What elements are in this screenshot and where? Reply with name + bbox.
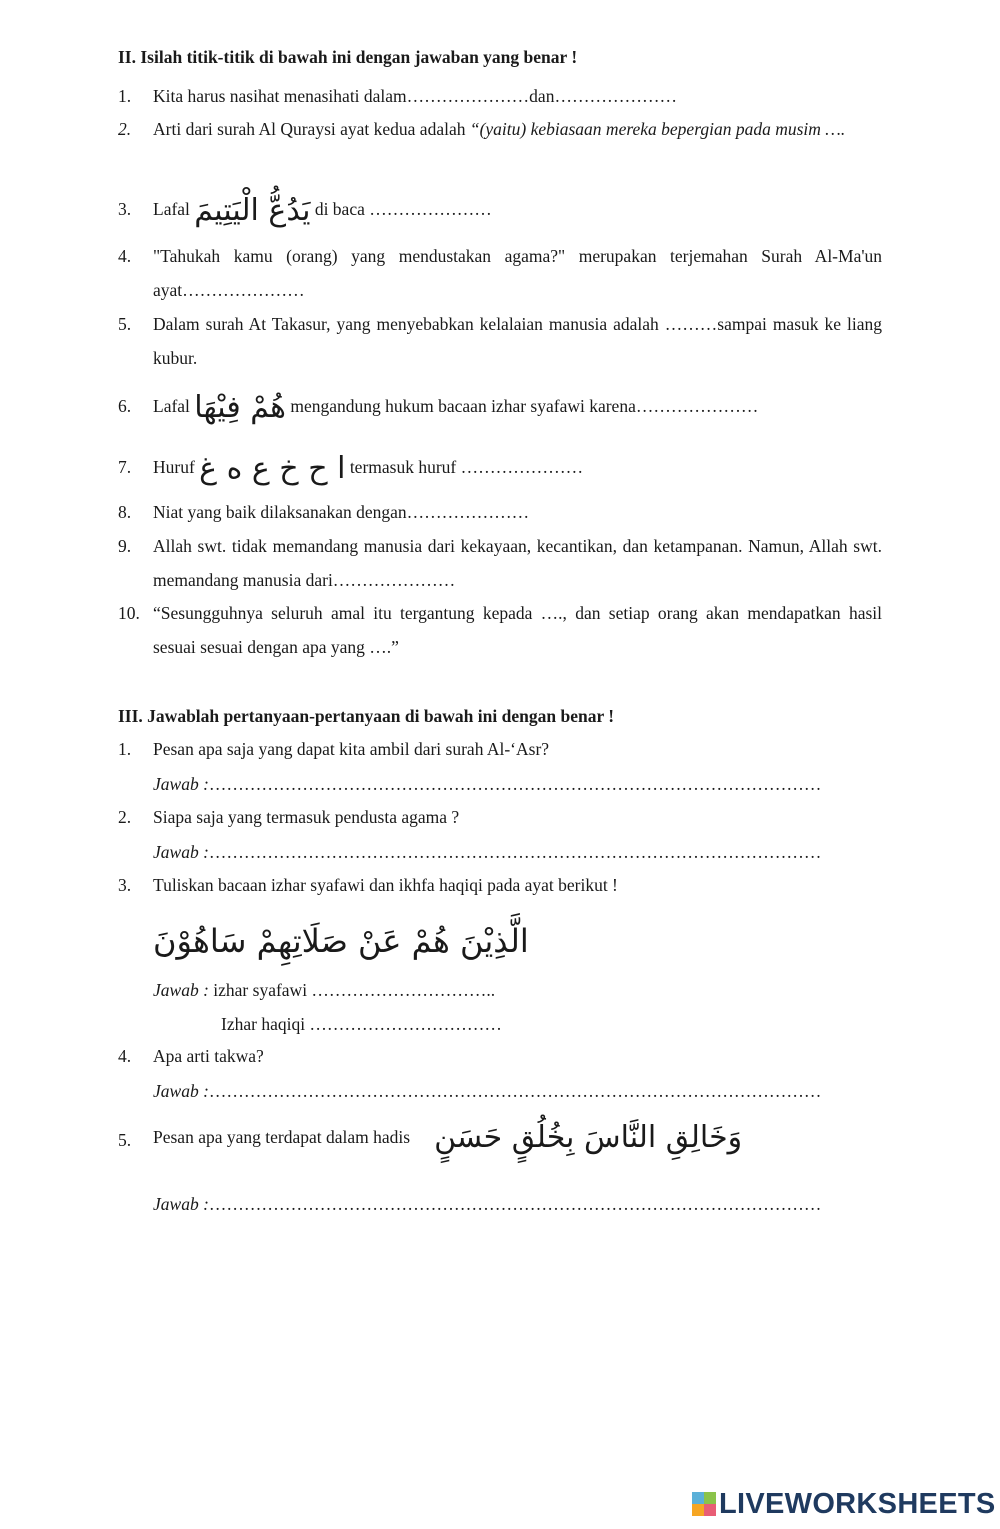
answer-label: Jawab : — [153, 774, 209, 794]
arabic-verse: الَّذِيْنَ هُمْ عَنْ صَلَاتِهِمْ سَاهُوْنَ — [153, 922, 529, 960]
question-text: Apa arti takwa? — [153, 1046, 264, 1066]
question-post: di baca ………………… — [310, 199, 492, 219]
question-3-3 — [118, 869, 882, 903]
answer-dots: …………………………………………………………………………………………… — [208, 774, 822, 794]
question-number: 8. — [118, 502, 132, 522]
question-number: 1. — [118, 86, 132, 106]
answer-line-1[interactable] — [153, 769, 882, 799]
question-text: Siapa saja yang termasuk pendusta agama ? — [153, 807, 460, 827]
question-number: 2. — [118, 119, 132, 139]
question-text: Tuliskan bacaan izhar syafawi dan ikhfa haqiqi pada ayat berikut ! — [153, 875, 618, 895]
question-text — [153, 451, 882, 486]
section-2-heading: II. Isilah titik-titik di bawah ini dengan jawaban yang benar ! — [118, 47, 578, 67]
question-post: termasuk huruf ………………… — [345, 457, 584, 477]
liveworksheets-logo — [692, 1487, 996, 1521]
answer-line-5[interactable] — [153, 1189, 882, 1219]
question-2-2 — [118, 113, 882, 147]
answer-izhar-haqiqi: Izhar haqiqi …………………………… — [221, 1014, 502, 1034]
answer-dots: …………………………………………………………………………………………… — [208, 1194, 822, 1214]
question-number: 4. — [118, 246, 132, 266]
logo-text: LIVEWORKSHEETS — [719, 1487, 996, 1520]
question-text: Kita harus nasihat menasihati dalam…………………dan………………… — [153, 86, 677, 106]
answer-label: Jawab : — [153, 980, 209, 1000]
answer-line-2[interactable] — [153, 837, 882, 867]
question-number: 3. — [118, 875, 132, 895]
question-3-4 — [118, 1040, 882, 1074]
question-text: Pesan apa saja yang dapat kita ambil dari surah Al-‘Asr? — [153, 739, 550, 759]
question-2-4 — [118, 240, 882, 307]
answer-dots: …………………………………………………………………………………………… — [208, 842, 822, 862]
question-text-quote: “(yaitu) kebiasaan mereka bepergian pada musim …. — [469, 119, 846, 139]
answer-dots: …………………………………………………………………………………………… — [208, 1081, 822, 1101]
question-text — [153, 113, 882, 147]
question-text — [153, 1120, 882, 1155]
question-text: Dalam surah At Takasur, yang menyebabkan kelalaian manusia adalah ………sampai masuk ke liang kubur. — [153, 314, 882, 368]
question-post: mengandung hukum bacaan izhar syafawi karena………………… — [285, 396, 759, 416]
question-2-10 — [118, 597, 882, 664]
question-number: 10. — [118, 603, 140, 623]
question-text: Allah swt. tidak memandang manusia dari kekayaan, kecantikan, dan ketampanan. Namun, Allah swt. memandang manusia dari………………… — [153, 536, 882, 590]
question-text: “Sesungguhnya seluruh amal itu tergantung kepada …., dan setiap orang akan mendapatkan hasil sesuai sesuai dengan apa yang ….” — [153, 603, 882, 657]
answer-label: Jawab : — [153, 1194, 209, 1214]
question-pre: Lafal — [153, 396, 195, 416]
question-3-2 — [118, 801, 882, 835]
question-number: 4. — [118, 1046, 132, 1066]
question-text — [153, 193, 882, 228]
answer-line-3a[interactable] — [153, 975, 882, 1005]
question-text-main: Arti dari surah Al Quraysi ayat kedua adalah — [153, 119, 470, 139]
arabic-phrase: هُمْ فِيْهَا — [194, 389, 286, 425]
question-2-1 — [118, 80, 882, 114]
question-number: 9. — [118, 536, 132, 556]
section-3-heading: III. Jawablah pertanyaan-pertanyaan di bawah ini dengan benar ! — [118, 706, 615, 726]
answer-label: Jawab : — [153, 1081, 209, 1101]
question-2-5 — [118, 308, 882, 375]
arabic-hadith: وَخَالِقِ النَّاسَ بِخُلُقٍ حَسَنٍ — [434, 1120, 743, 1156]
question-text: Niat yang baik dilaksanakan dengan………………… — [153, 502, 530, 522]
answer-izhar-syafawi: izhar syafawi ………………………….. — [208, 980, 496, 1000]
question-number: 3. — [118, 199, 132, 219]
question-text-main: Pesan apa yang terdapat dalam hadis — [153, 1127, 411, 1148]
question-3-5 — [118, 1120, 882, 1155]
question-text — [153, 390, 882, 425]
question-pre: Lafal — [153, 199, 195, 219]
question-number: 6. — [118, 396, 132, 416]
question-text: "Tahukah kamu (orang) yang mendustakan agama?" merupakan terjemahan Surah Al-Ma'un ayat………………… — [153, 246, 882, 300]
answer-line-3b[interactable] — [221, 1009, 621, 1039]
answer-line-4[interactable] — [153, 1076, 882, 1106]
logo-mark-icon — [692, 1492, 716, 1516]
question-2-9 — [118, 530, 882, 597]
arabic-letters: ا ح خ ع ه غ — [199, 450, 346, 486]
question-number: 5. — [118, 314, 132, 334]
question-2-7 — [118, 451, 882, 486]
question-number: 7. — [118, 457, 132, 477]
question-2-8 — [118, 496, 882, 530]
question-number: 5. — [118, 1130, 132, 1150]
question-2-6 — [118, 390, 882, 425]
question-pre: Huruf — [153, 457, 200, 477]
question-number: 2. — [118, 807, 132, 827]
arabic-phrase: يَدُعُّ الْيَتِيمَ — [194, 192, 311, 228]
question-number: 1. — [118, 739, 132, 759]
question-3-1 — [118, 733, 882, 767]
question-2-3 — [118, 193, 882, 228]
answer-label: Jawab : — [153, 842, 209, 862]
